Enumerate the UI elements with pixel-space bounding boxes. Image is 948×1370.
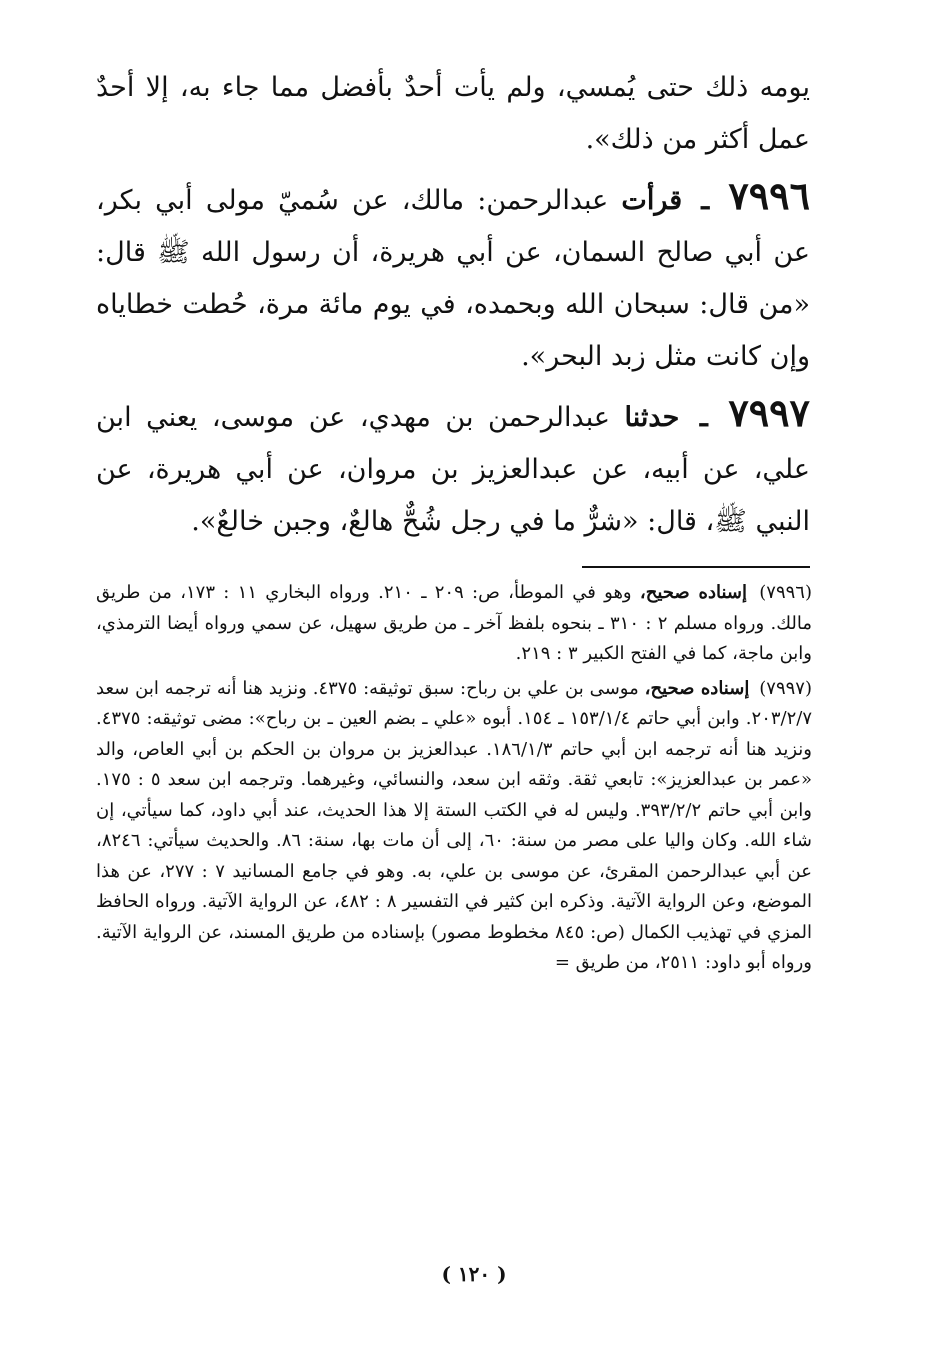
- footnote-text: وهو في الموطأ، ص: ٢٠٩ ـ ٢١٠. ورواه البخاري ١١ : ١٧٣، من طريق مالك. ورواه مسلم ٢ : ٣١٠ ـ بنحوه بلفظ آخر ـ من طريق سهيل، عن سمي ورواه أيضا الترمذي، وابن ماجة، كما في الفتح الكبير ٣ : ٢١٩.: [96, 582, 812, 664]
- hadith-number: ٧٩٩٧: [728, 390, 810, 435]
- intro-paragraph: [96, 62, 810, 166]
- main-text: [96, 62, 810, 548]
- footnote-separator: [582, 566, 810, 568]
- footnotes-block: [96, 578, 812, 983]
- main-text-block: [96, 62, 810, 552]
- intro-text: يومه ذلك حتى يُمسي، ولم يأت أحدٌ بأفضل مما جاء به، إلا أحدٌ عمل أكثر من ذلك».: [96, 72, 810, 155]
- footnote-7997: [96, 674, 812, 979]
- page-number: ( ١٢٠ ): [441, 1262, 507, 1286]
- footnote-7996: [96, 578, 812, 670]
- hadith-text: عبدالرحمن بن مهدي، عن موسى، يعني ابن علي، عن أبيه، عن عبدالعزيز بن مروان، عن أبي هريرة، عن النبي ﷺ، قال: «شرٌّ ما في رجل شُحٌّ هالعٌ، وجبن خالعٌ».: [96, 402, 810, 537]
- footnote-text: موسى بن علي بن رباح: سبق توثيقه: ٤٣٧٥. ونزيد هنا أنه ترجمه ابن سعد ٢٠٣/٢/٧. وابن أبي حاتم ١٥٣/١/٤ ـ ١٥٤. أبوه «علي ـ بضم العين ـ بن رباح»: مضى توثيقه: ٤٣٧٥. ونزيد هنا أنه ترجمه ابن أبي حاتم ١٨٦/١/٣. عبدالعزيز بن مروان بن الحكم بن أبي العاص، والد «عمر بن عبدالعزيز»: تابعي ثقة. وثقه ابن سعد، والنسائي، وغيرهما. وترجمه ابن سعد ٥ : ١٧٥. وابن أبي حاتم ٣٩٣/٢/٢. وليس له في الكتب الستة إلا هذا الحديث، عند أبي داود، كما سيأتي، إن شاء الله. وكان واليا على مصر من سنة: ٦٠، إلى أن مات بها، سنة: ٨٦. والحديث سيأتي: ٨٢٤٦، عن أبي عبدالرحمن المقرئ، عن موسى بن علي، به. وهو في جامع المسانيد ٧ : ٢٧٧، عن هذا الموضع، وعن الرواية الآتية. وذكره ابن كثير في التفسير ٨ : ٤٨٢، عن الرواية الآتية. ورواه الحافظ المزي في تهذيب الكمال (ص: ٨٤٥ مخطوط مصور) بإسناده من طريق المسند، عن الرواية الآتية. ورواه أبو داود: ٢٥١١، من طريق =: [96, 677, 813, 973]
- hadith-number: ٧٩٩٦: [728, 173, 810, 218]
- hadith-7996-paragraph: [96, 170, 810, 383]
- footnote-ref: (٧٩٩٦): [759, 582, 812, 603]
- footnote-ref: (٧٩٩٧): [759, 677, 812, 699]
- hadith-dash: ـ: [701, 185, 710, 216]
- footnote-grading: إسناده صحيح،: [644, 677, 750, 699]
- hadith-narration-verb: قرأت: [621, 185, 683, 216]
- footnote-grading: إسناده صحيح،: [639, 582, 747, 603]
- hadith-text: عبدالرحمن: مالك، عن سُميّ مولى أبي بكر، عن أبي صالح السمان، عن أبي هريرة، أن رسول الله ﷺ قال: «من قال: سبحان الله وبحمده، في يوم مائة مرة، حُطت خطاياه وإن كانت مثل زبد البحر».: [96, 185, 810, 372]
- hadith-narration-verb: حدثنا: [624, 402, 680, 433]
- hadith-dash: ـ: [699, 402, 708, 433]
- hadith-7997-paragraph: [96, 387, 810, 548]
